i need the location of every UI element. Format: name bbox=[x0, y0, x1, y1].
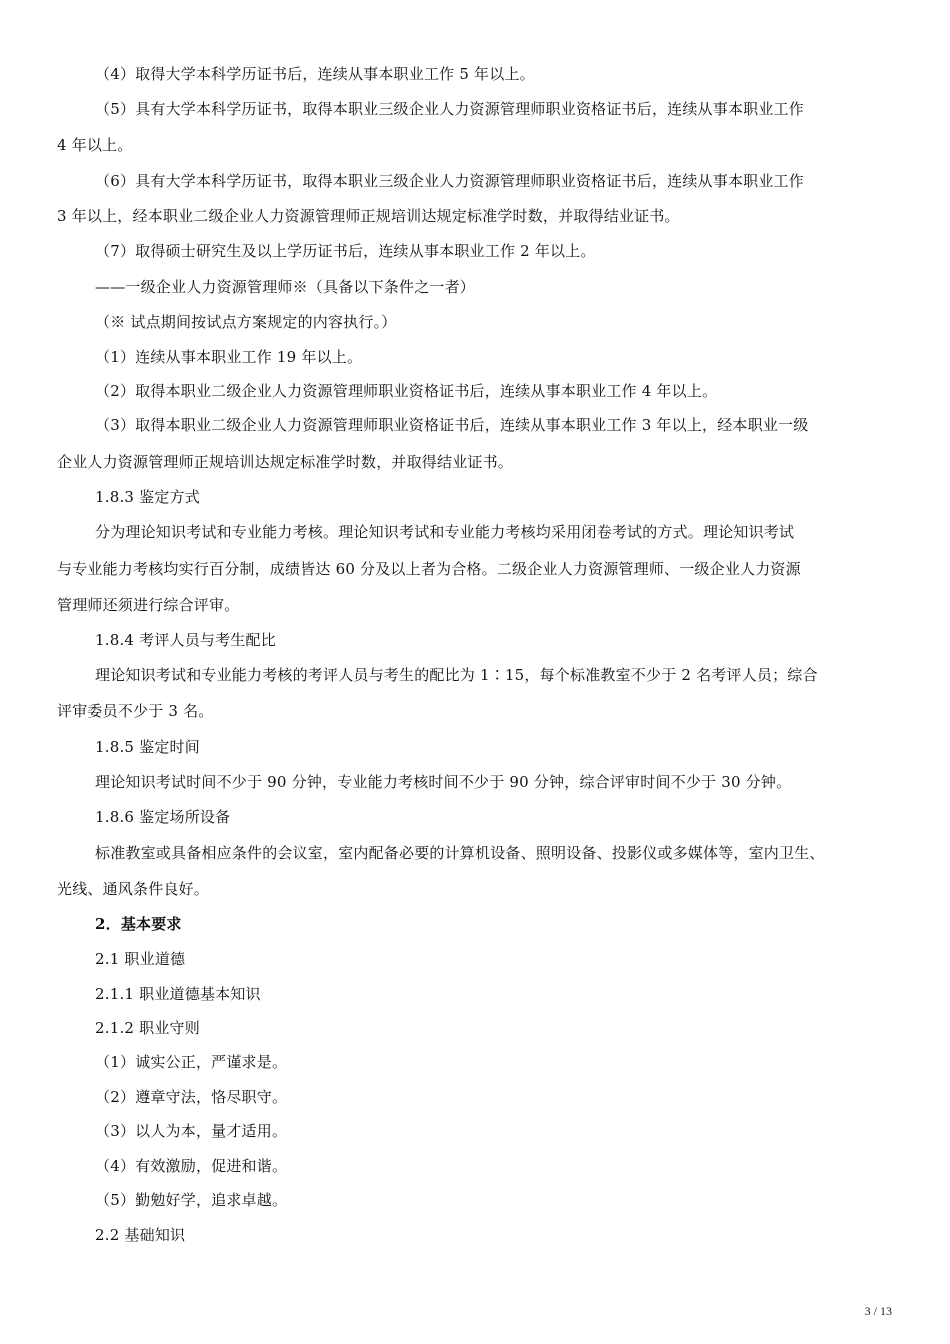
section-heading: 1.8.3 鉴定方式 bbox=[95, 488, 200, 506]
paragraph-line: （5）具有大学本科学历证书，取得本职业三级企业人力资源管理师职业资格证书后，连续从事本职业工作 bbox=[95, 100, 804, 118]
paragraph-line: 管理师还须进行综合评审。 bbox=[57, 596, 240, 614]
paragraph-line: 分为理论知识考试和专业能力考核。理论知识考试和专业能力考核均采用闭卷考试的方式。理论知识考试 bbox=[95, 523, 795, 541]
paragraph-line: 3 年以上，经本职业二级企业人力资源管理师正规培训达规定标准学时数，并取得结业证书。 bbox=[57, 207, 680, 225]
paragraph-line: 与专业能力考核均实行百分制，成绩皆达 60 分及以上者为合格。二级企业人力资源管理师、一级企业人力资源 bbox=[57, 560, 801, 578]
section-heading: 2.1.2 职业守则 bbox=[95, 1019, 200, 1037]
section-heading: 2.2 基础知识 bbox=[95, 1226, 186, 1244]
section-heading: 2.1 职业道德 bbox=[95, 950, 186, 968]
list-item: （1）诚实公正，严谨求是。 bbox=[95, 1053, 288, 1071]
paragraph-line: （6）具有大学本科学历证书，取得本职业三级企业人力资源管理师职业资格证书后，连续从事本职业工作 bbox=[95, 172, 804, 190]
paragraph-line: （3）取得本职业二级企业人力资源管理师职业资格证书后，连续从事本职业工作 3 年以上，经本职业一级 bbox=[95, 416, 809, 434]
page-number: 3 / 13 bbox=[864, 1304, 892, 1318]
paragraph-line: （4）取得大学本科学历证书后，连续从事本职业工作 5 年以上。 bbox=[95, 65, 535, 83]
paragraph-line: ——一级企业人力资源管理师※（具备以下条件之一者） bbox=[95, 278, 476, 296]
list-item: （5）勤勉好学，追求卓越。 bbox=[95, 1191, 288, 1209]
paragraph-line: 企业人力资源管理师正规培训达规定标准学时数，并取得结业证书。 bbox=[57, 453, 514, 471]
paragraph-line: （1）连续从事本职业工作 19 年以上。 bbox=[95, 348, 363, 366]
paragraph-line: 4 年以上。 bbox=[57, 136, 133, 154]
paragraph-line: （※ 试点期间按试点方案规定的内容执行。） bbox=[95, 313, 397, 331]
list-item: （2）遵章守法，恪尽职守。 bbox=[95, 1088, 288, 1106]
list-item: （4）有效激励，促进和谐。 bbox=[95, 1157, 288, 1175]
section-heading: 2.1.1 职业道德基本知识 bbox=[95, 985, 261, 1003]
paragraph-line: （2）取得本职业二级企业人力资源管理师职业资格证书后，连续从事本职业工作 4 年以上。 bbox=[95, 382, 718, 400]
paragraph-line: 评审委员不少于 3 名。 bbox=[57, 702, 214, 720]
paragraph-line: （7）取得硕士研究生及以上学历证书后，连续从事本职业工作 2 年以上。 bbox=[95, 242, 596, 260]
paragraph-line: 光线、通风条件良好。 bbox=[57, 880, 210, 898]
paragraph-line: 标准教室或具备相应条件的会议室，室内配备必要的计算机设备、照明设备、投影仪或多媒体等，室内卫生、 bbox=[95, 844, 825, 862]
paragraph-line: 理论知识考试时间不少于 90 分钟，专业能力考核时间不少于 90 分钟，综合评审时间不少于 30 分钟。 bbox=[95, 773, 792, 791]
paragraph-line: 理论知识考试和专业能力考核的考评人员与考生的配比为 1∶15，每个标准教室不少于 2 名考评人员；综合 bbox=[95, 666, 818, 684]
section-heading: 1.8.6 鉴定场所设备 bbox=[95, 808, 231, 826]
section-heading: 1.8.4 考评人员与考生配比 bbox=[95, 631, 276, 649]
list-item: （3）以人为本，量才适用。 bbox=[95, 1122, 288, 1140]
section-heading: 1.8.5 鉴定时间 bbox=[95, 738, 200, 756]
chapter-heading: 2．基本要求 bbox=[95, 915, 182, 933]
